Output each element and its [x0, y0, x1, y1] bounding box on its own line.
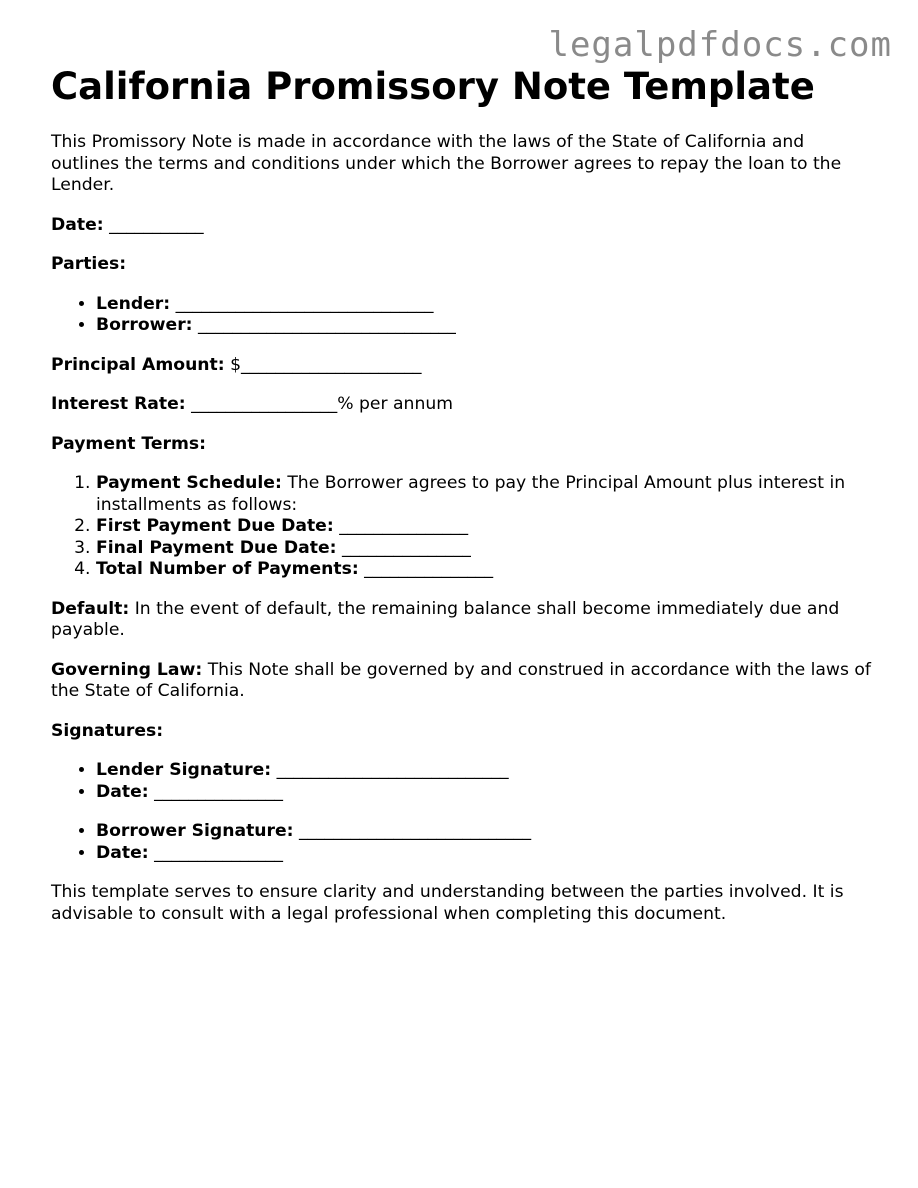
list-item — [96, 516, 871, 538]
signatures-heading-label: Signatures: — [51, 720, 164, 741]
date-blank: ___________ — [109, 214, 204, 235]
first-due-label: First Payment Due Date: — [96, 516, 334, 536]
list-item — [96, 821, 871, 843]
intro-paragraph: This Promissory Note is made in accordance with the laws of the State of California and outlines the terms and conditions under which the Borrower agrees to repay the loan to the Lender. — [51, 132, 842, 195]
signatures-heading — [51, 721, 871, 743]
principal-line — [51, 355, 871, 377]
lender-label: Lender: — [96, 293, 171, 314]
lender-signature-blank: ___________________________ — [276, 760, 509, 780]
document-body — [51, 64, 871, 943]
payment-terms-heading-label: Payment Terms: — [51, 433, 206, 454]
lender-date-label: Date: — [96, 781, 149, 802]
closing-paragraph: This template serves to ensure clarity and understanding between the parties involved. It is advisable to consult with a legal professional when completing this document. — [51, 882, 844, 924]
watermark: legalpdfdocs.com — [548, 25, 892, 65]
list-item — [96, 538, 871, 560]
parties-list — [51, 294, 871, 337]
final-due-label: Final Payment Due Date: — [96, 537, 337, 558]
default-paragraph — [51, 599, 871, 642]
payment-terms-heading — [51, 434, 871, 456]
governing-law-text: This Note shall be governed by and construed in accordance with the laws of the State of California. — [51, 659, 871, 701]
governing-law-paragraph — [51, 660, 871, 703]
interest-blank: _________________% per annum — [191, 394, 453, 414]
borrower-date-blank: _______________ — [154, 842, 283, 863]
borrower-signature-list — [51, 821, 871, 864]
borrower-label: Borrower: — [96, 315, 193, 335]
lender-signature-label: Lender Signature: — [96, 760, 272, 780]
total-payments-blank: _______________ — [364, 559, 494, 579]
default-text: In the event of default, the remaining balance shall become immediately due and payable. — [51, 598, 840, 640]
payment-terms-list — [51, 473, 871, 581]
borrower-signature-blank: ___________________________ — [299, 821, 532, 841]
borrower-date-label: Date: — [96, 842, 149, 863]
borrower-signature-label: Borrower Signature: — [96, 821, 294, 841]
date-label: Date: — [51, 214, 104, 235]
lender-date-blank: _______________ — [154, 781, 283, 802]
date-line — [51, 215, 871, 237]
parties-heading — [51, 254, 871, 276]
governing-law-label: Governing Law: — [51, 659, 203, 680]
document-title: California Promissory Note Template — [51, 65, 815, 108]
schedule-text: The Borrower agrees to pay the Principal Amount plus interest in installments as follows: — [96, 473, 846, 515]
first-due-blank: _______________ — [339, 516, 469, 536]
parties-heading-label: Parties: — [51, 254, 127, 274]
list-item — [96, 294, 871, 316]
list-item — [96, 315, 871, 337]
lender-signature-list — [51, 760, 871, 803]
schedule-label: Payment Schedule: — [96, 473, 282, 493]
interest-line — [51, 394, 871, 416]
lender-blank: ______________________________ — [175, 293, 434, 314]
interest-label: Interest Rate: — [51, 394, 186, 414]
list-item — [96, 843, 871, 865]
list-item — [96, 782, 871, 804]
list-item — [96, 760, 871, 782]
principal-label: Principal Amount: — [51, 354, 225, 375]
list-item — [96, 473, 871, 516]
list-item — [96, 559, 871, 581]
final-due-blank: _______________ — [341, 537, 471, 558]
total-payments-label: Total Number of Payments: — [96, 559, 359, 579]
default-label: Default: — [51, 598, 130, 619]
borrower-blank: ______________________________ — [198, 315, 456, 335]
principal-blank: $_____________________ — [230, 354, 422, 375]
